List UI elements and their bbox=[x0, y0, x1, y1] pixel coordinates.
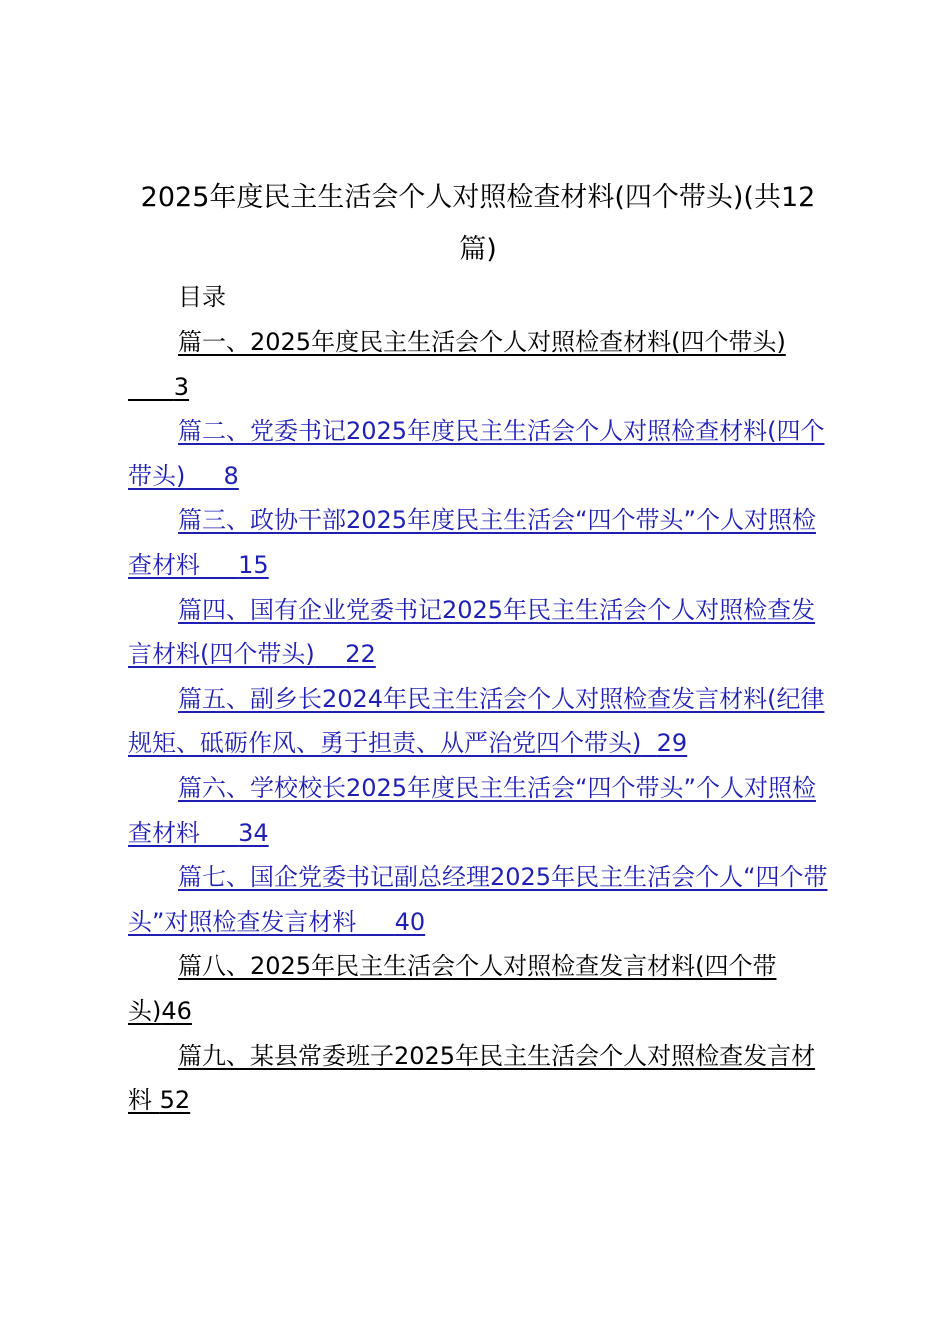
toc-entry-6[interactable] bbox=[128, 766, 832, 855]
table-of-contents bbox=[128, 320, 832, 1123]
toc-entry-leader bbox=[641, 729, 656, 757]
toc-entry-leader bbox=[200, 819, 238, 847]
toc-entry-label: 篇四、国有企业党委书记2025年民主生活会个人对照检查发言材料(四个带头) bbox=[128, 595, 816, 669]
toc-entry-3[interactable] bbox=[128, 498, 832, 587]
toc-entry-page: 8 bbox=[223, 461, 239, 490]
toc-entry-8[interactable] bbox=[128, 944, 832, 1033]
toc-entry-leader bbox=[128, 373, 174, 401]
toc-entry-page: 22 bbox=[345, 640, 376, 669]
toc-entry-leader bbox=[152, 1086, 160, 1114]
toc-heading: 目录 bbox=[178, 283, 226, 311]
document-title: 2025年度民主生活会个人对照检查材料(四个带头)(共12篇) bbox=[140, 182, 816, 265]
toc-entry-page: 46 bbox=[161, 996, 192, 1025]
toc-entry-1[interactable] bbox=[128, 320, 832, 409]
toc-entry-leader bbox=[185, 462, 223, 490]
toc-entry-label: 篇六、学校校长2025年度民主生活会“四个带头”个人对照检查材料 bbox=[128, 773, 816, 847]
toc-entry-page: 3 bbox=[173, 372, 190, 401]
toc-entry-label: 篇三、政协干部2025年度民主生活会“四个带头”个人对照检查材料 bbox=[128, 506, 816, 579]
toc-entry-9[interactable] bbox=[128, 1034, 832, 1123]
toc-entry-page: 40 bbox=[394, 907, 426, 936]
toc-entry-page: 52 bbox=[159, 1086, 191, 1115]
toc-entry-page: 29 bbox=[656, 729, 688, 758]
toc-entry-page: 34 bbox=[238, 818, 269, 847]
toc-entry-7[interactable] bbox=[128, 855, 832, 944]
toc-entry-4[interactable] bbox=[128, 588, 832, 677]
toc-entry-label: 篇五、副乡长2024年民主生活会个人对照检查发言材料(纪律规矩、砥砺作风、勇于担责、从严治党四个带头) bbox=[128, 684, 825, 758]
toc-entry-label: 篇一、2025年度民主生活会个人对照检查材料(四个带头) bbox=[178, 328, 786, 356]
toc-entry-2[interactable] bbox=[128, 409, 832, 498]
toc-entry-leader bbox=[315, 640, 346, 668]
toc-entry-label: 篇七、国企党委书记副总经理2025年民主生活会个人“四个带头”对照检查发言材料 bbox=[128, 863, 828, 936]
toc-entry-5[interactable] bbox=[128, 677, 832, 766]
toc-entry-label: 篇九、某县常委班子2025年民主生活会个人对照检查发言材料 bbox=[128, 1041, 816, 1115]
toc-entry-leader bbox=[356, 908, 394, 936]
toc-entry-label: 篇八、2025年民主生活会个人对照检查发言材料(四个带头) bbox=[128, 952, 777, 1025]
toc-entry-label: 篇二、党委书记2025年度民主生活会个人对照检查材料(四个带头) bbox=[128, 417, 825, 490]
toc-entry-leader bbox=[200, 551, 238, 579]
toc-entry-page: 15 bbox=[238, 550, 269, 579]
